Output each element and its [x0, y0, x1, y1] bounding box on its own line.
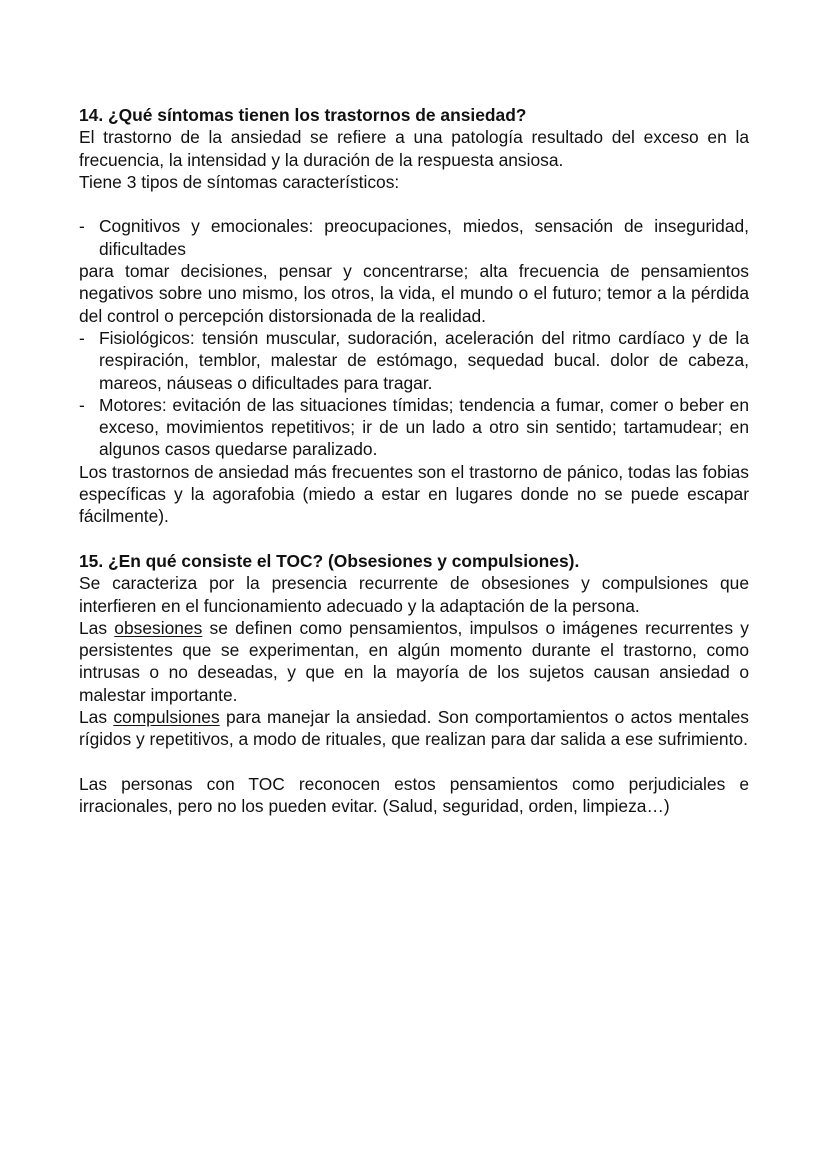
bullet-dash: -	[79, 394, 85, 415]
compulsions-definition: para manejar la ansiedad. Son comportamientos o actos mentales rígidos y repetitivos, a modo de rituales, que realizan para dar salida a ese sufrimiento.	[79, 707, 749, 750]
section-15-title: 15. ¿En qué consiste el TOC? (Obsesiones y compulsiones).	[79, 550, 580, 571]
bullet-dash: -	[79, 216, 85, 237]
obsessions-paragraph	[79, 617, 749, 706]
bullet-cognitive-continuation: para tomar decisiones, pensar y concentrarse; alta frecuencia de pensamientos negativos sobre uno mismo, los otros, la vida, el mundo o el futuro; temor a la pérdida del control o percepción distorsionada de la realidad.	[79, 261, 749, 326]
blank-line	[79, 193, 749, 215]
bullet-motor-text: Motores: evitación de las situaciones tímidas; tendencia a fumar, comer o beber en exceso, movimientos repetitivos; ir de un lado a otro sin sentido; tartamudear; en algunos casos quedarse paralizado.	[99, 394, 749, 460]
blank-line	[79, 751, 749, 773]
compulsions-paragraph	[79, 706, 749, 751]
section-14-types-line: Tiene 3 tipos de síntomas característicos:	[79, 171, 400, 192]
section-14-intro: El trastorno de la ansiedad se refiere a una patología resultado del exceso en la frecuencia, la intensidad y la duración de la respuesta ansiosa.	[79, 127, 749, 170]
obsessions-term: obsesiones	[114, 617, 203, 638]
section-14-closing: Los trastornos de ansiedad más frecuentes son el trastorno de pánico, todas las fobias específicas y la agorafobia (miedo a estar en lugares donde no se puede escapar fácilmente).	[79, 461, 749, 527]
bullet-physiological	[79, 327, 749, 394]
obsessions-definition: se definen como pensamientos, impulsos o imágenes recurrentes y persistentes que se experimentan, en algún momento durante el trastorno, como intrusas o no deseadas, y que en la mayoría de los sujetos causan ansiedad o malestar importante.	[79, 617, 749, 705]
blank-line	[79, 528, 749, 550]
section-15-intro: Se caracteriza por la presencia recurrente de obsesiones y compulsiones que interfieren en el funcionamiento adecuado y la adaptación de la persona.	[79, 573, 749, 616]
bullet-cognitive	[79, 215, 749, 260]
bullet-motor	[79, 394, 749, 461]
section-15-closing: Las personas con TOC reconocen estos pensamientos como perjudiciales e irracionales, pero no los pueden evitar. (Salud, seguridad, orden, limpieza…)	[79, 773, 749, 817]
bullet-physiological-text: Fisiológicos: tensión muscular, sudoración, aceleración del ritmo cardíaco y de la respiración, temblor, malestar de estómago, sequedad bucal. dolor de cabeza, mareos, náuseas o dificultades para tragar.	[99, 327, 749, 393]
bullet-cognitive-text: Cognitivos y emocionales: preocupaciones, miedos, sensación de inseguridad, dificultades	[99, 216, 749, 259]
bullet-dash: -	[79, 327, 85, 348]
obsessions-prefix: Las	[79, 617, 115, 638]
section-14-title: 14. ¿Qué síntomas tienen los trastornos de ansiedad?	[79, 105, 527, 125]
compulsions-term: compulsiones	[113, 707, 220, 728]
compulsions-prefix: Las	[79, 707, 114, 728]
